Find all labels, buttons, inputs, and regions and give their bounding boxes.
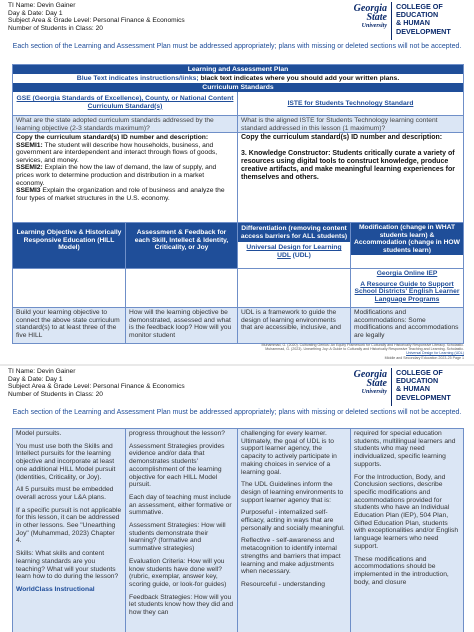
iste-standard-content[interactable]: Copy the curriculum standard(s) ID number and description: 3. Knowledge Constructor: Students critically curate a variety of resources using digital tools to construct knowledge, produce creative artifacts, and make meaningful learning experiences for themselves and others.: [238, 133, 463, 223]
gse-prompt: What are the state adopted curriculum standards addressed by the learning objective (2-3 standards maximum)?: [13, 116, 238, 133]
col-differentiation-cell: Differentiation (removing content access barriers for ALL students) Universal Design for Learning UDL (UDL): [238, 223, 351, 269]
udl-link[interactable]: Universal Design for Learning UDL: [246, 244, 342, 259]
col1-body: Build your learning objective to connect the above state curriculum standard(s) to at least three of the five HILL: [13, 307, 126, 343]
coe-wordmark: COLLEGE OF EDUCATION & HUMAN DEVELOPMENT: [396, 2, 451, 36]
student-count: Number of Students in Class: 20: [8, 24, 103, 32]
plan-title: Learning and Assessment Plan: [13, 65, 463, 74]
col2-continued: progress throughout the lesson? Assessment Strategies provides evidence and/or data that demonstrates students' accomplishment of the learning objective for each HILL Model pursuit. Each day of teaching must include an assessment, either formative or summative. Assessment Strategies: How will students demonstrate their learning? (formative and summative strategies) Evaluation Criteria: How will you know students have done well? (rubric, exemplar, answer key, scoring guide, or look-for guides) Feedback Strategies: How will you let students know how they did and how they can: [126, 429, 238, 632]
iste-prompt: What is the aligned ISTE for Students Technology learning content standard addressed in this lesson (1 maximum)?: [238, 116, 463, 133]
gsu-coe-logo-p2: Georgia State University COLLEGE OF EDUCATION & HUMAN DEVELOPMENT: [341, 368, 466, 406]
col-modification-head: Modification (change in WHAT students learn) & Accommodation (change in HOW students learn): [351, 223, 463, 255]
day-date: Day & Date: Day 1: [8, 9, 63, 17]
teacher-info: [8, 2, 185, 32]
col-differentiation-head: Differentiation (removing content access barriers for ALL students): [238, 223, 350, 242]
gsu-coe-logo: [341, 2, 466, 40]
col-modification-cell: [351, 223, 463, 269]
col4-body: Modifications and accommodations: Some modifications and accommodations are legally: [351, 307, 463, 343]
gse-standards-content[interactable]: Copy the curriculum standard(s) ID number and description: SSEMI1: The student will describe how households, business, and government are interdependent and interact through flows of goods, services, and money. SSEMI2: Explain the how the law of demand, the law of supply, and prices work to determine production and distribution in a market economy. SSEMI3 Explain the organization and role of business and analyze the four types of market structures in the U.S. economy.: [13, 133, 238, 223]
teacher-info-p2: TI Name: Devin Gainer Day & Date: Day 1 Subject Area & Grade Level: Personal Finance & Economics Number of Students in Class: 20: [8, 368, 185, 398]
col3-continued: challenging for every learner. Ultimately, the goal of UDL is to support learner agency, the capacity to actively participate in making choices in service of a learning goal. The UDL Guidelines inform the design of learning environments to support learner agency that is: Purposeful - internalized self-efficacy, acting in ways that are personally and socially meaningful. Reflective - self-awareness and metacognition to identify internal strengths and barriers that impact learning and make adjustments when necessary. Resourceful - understanding: [238, 429, 351, 632]
plan-instructions: Blue Text indicates instructions/links; black text indicates where you should add your written plans.: [13, 74, 463, 83]
col-learning-objective-head: Learning Objective & Historically Responsive Education (HILL Model): [13, 223, 126, 269]
col3-body: UDL is a framework to guide the design of learning environments that are accessible, inclusive, and: [238, 307, 351, 343]
subject-grade: Subject Area & Grade Level: Personal Finance & Economics: [8, 17, 185, 25]
document-page-2: [0, 366, 474, 632]
georgia-online-iep-link[interactable]: Georgia Online IEP: [376, 270, 438, 277]
col4-links: [351, 269, 463, 307]
plan-table: [12, 64, 464, 344]
col-assessment-head: Assessment & Feedback for each Skill, Intellect & Identity, Criticality, or Joy: [126, 223, 238, 269]
col2-body: How will the learning objective be demonstrated, assessed and what is the feedback loop? How will you monitor student: [126, 307, 238, 343]
gse-standards-link[interactable]: GSE (Georgia Standards of Excellence), County, or National Content Curriculum Standard(s): [13, 92, 238, 116]
iste-standards-link[interactable]: ISTE for Students Technology Standard: [238, 92, 463, 116]
intro-instruction-p2: Each section of the Learning and Assessment Plan must be addressed appropriately; plans with missing or deleted sections will not be accepted.: [12, 409, 462, 416]
standards-band: Curriculum Standards: [13, 83, 463, 92]
page1-footnotes: Muhammad, G. (2020). Cultivating Genius: An Equity Framework for Culturally and Historically Responsive Literacy. Scholastic. Muhammad, G. (2023). Unearthing Joy: A Guide to Culturally and Historically Responsive Teaching and Learning. Scholastic. Universal Design for Learning (UDL) Middle and Secondary Education 2023-25 Page 1: [261, 343, 464, 360]
gsu-wordmark: Georgia State University: [353, 3, 387, 29]
col1-continued: Model pursuits. You must use both the Skills and Intellect pursuits for the learning objective and incorporate at least one additional HILL Model pursuit (Identities, Criticality, or Joy). All 5 pursuits must be embedded overall across your L&A plans. If a specific pursuit is not applicable for this lesson, it can be addressed in other lessons. See "Unearthing Joy" (Muhammad, 2023) Chapter 4. Skills: What skills and content learning standards are you teaching? What will your students learn how to do during the lesson? WorldClass Instructional: [13, 429, 126, 632]
intro-instruction: Each section of the Learning and Assessment Plan must be addressed appropriately; plans with missing or deleted sections will not be accepted.: [12, 43, 462, 50]
col4-continued: required for special education students, multilingual learners and students who may need individualized, specific learning supports. For the Introduction, Body, and Conclusion sections, describe specific modifications and accommodations provided for students who have an Individual Education Plan (IEP), 504 Plan, Gifted Education Plan, students with exceptionalities and/or English language learners who need support. These modifications and accommodations should be implemented in the introduction, body, and closure: [351, 429, 463, 632]
ti-name: TI Name: Devin Gainer: [8, 2, 76, 9]
plan-table-continued: [12, 428, 464, 632]
el-resource-guide-link[interactable]: A Resource Guide to Support School Districts' English Learner Language Programs: [354, 280, 460, 303]
